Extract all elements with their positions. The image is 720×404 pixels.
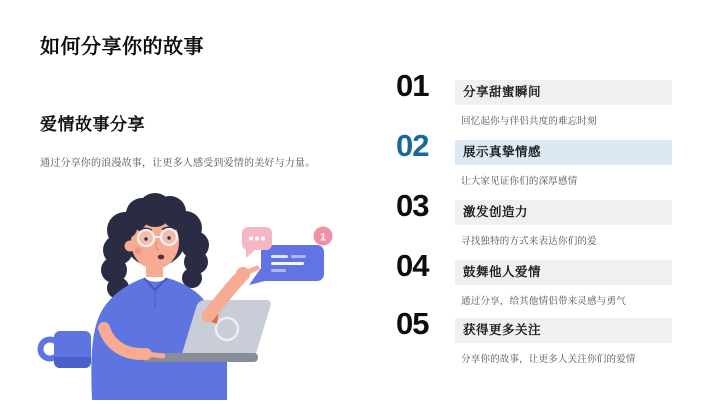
chat-bubbles-icon	[242, 227, 333, 286]
step-description: 分享你的故事，让更多人关注你们的爱情	[461, 354, 636, 365]
step-title: 激发创造力	[455, 200, 672, 225]
woman-laptop-illustration	[30, 190, 360, 400]
step-item-4	[396, 248, 686, 312]
blush	[134, 247, 141, 254]
step-item-3	[396, 188, 686, 252]
step-description: 通过分享，给其他情侣带来灵感与勇气	[461, 296, 626, 307]
step-title: 分享甜蜜瞬间	[455, 80, 672, 105]
step-number: 01	[396, 68, 429, 103]
mouth	[158, 255, 164, 260]
notification-badge	[314, 227, 333, 246]
step-number: 02	[396, 128, 429, 163]
svg-text:1: 1	[319, 231, 327, 244]
step-title: 鼓舞他人爱情	[455, 260, 672, 285]
coffee-mug-icon	[41, 331, 92, 368]
steps-list	[396, 68, 686, 382]
step-description: 让大家见证你们的深厚感情	[461, 176, 578, 187]
section-heading: 爱情故事分享	[40, 115, 145, 134]
step-title: 获得更多关注	[455, 318, 672, 343]
step-item-1	[396, 68, 686, 132]
page-title: 如何分享你的故事	[40, 36, 204, 58]
step-title: 展示真挚情感	[455, 140, 672, 165]
step-description: 寻找独特的方式来表达你们的爱	[461, 236, 597, 247]
section-description: 通过分享你的浪漫故事，让更多人感受到爱情的美好与力量。	[40, 158, 316, 169]
step-description: 回忆起你与伴侣共度的难忘时刻	[461, 116, 597, 127]
step-number: 03	[396, 188, 429, 223]
step-item-5	[396, 306, 686, 370]
step-number: 05	[396, 306, 429, 341]
step-item-2-active	[396, 128, 686, 192]
step-number: 04	[396, 248, 429, 283]
